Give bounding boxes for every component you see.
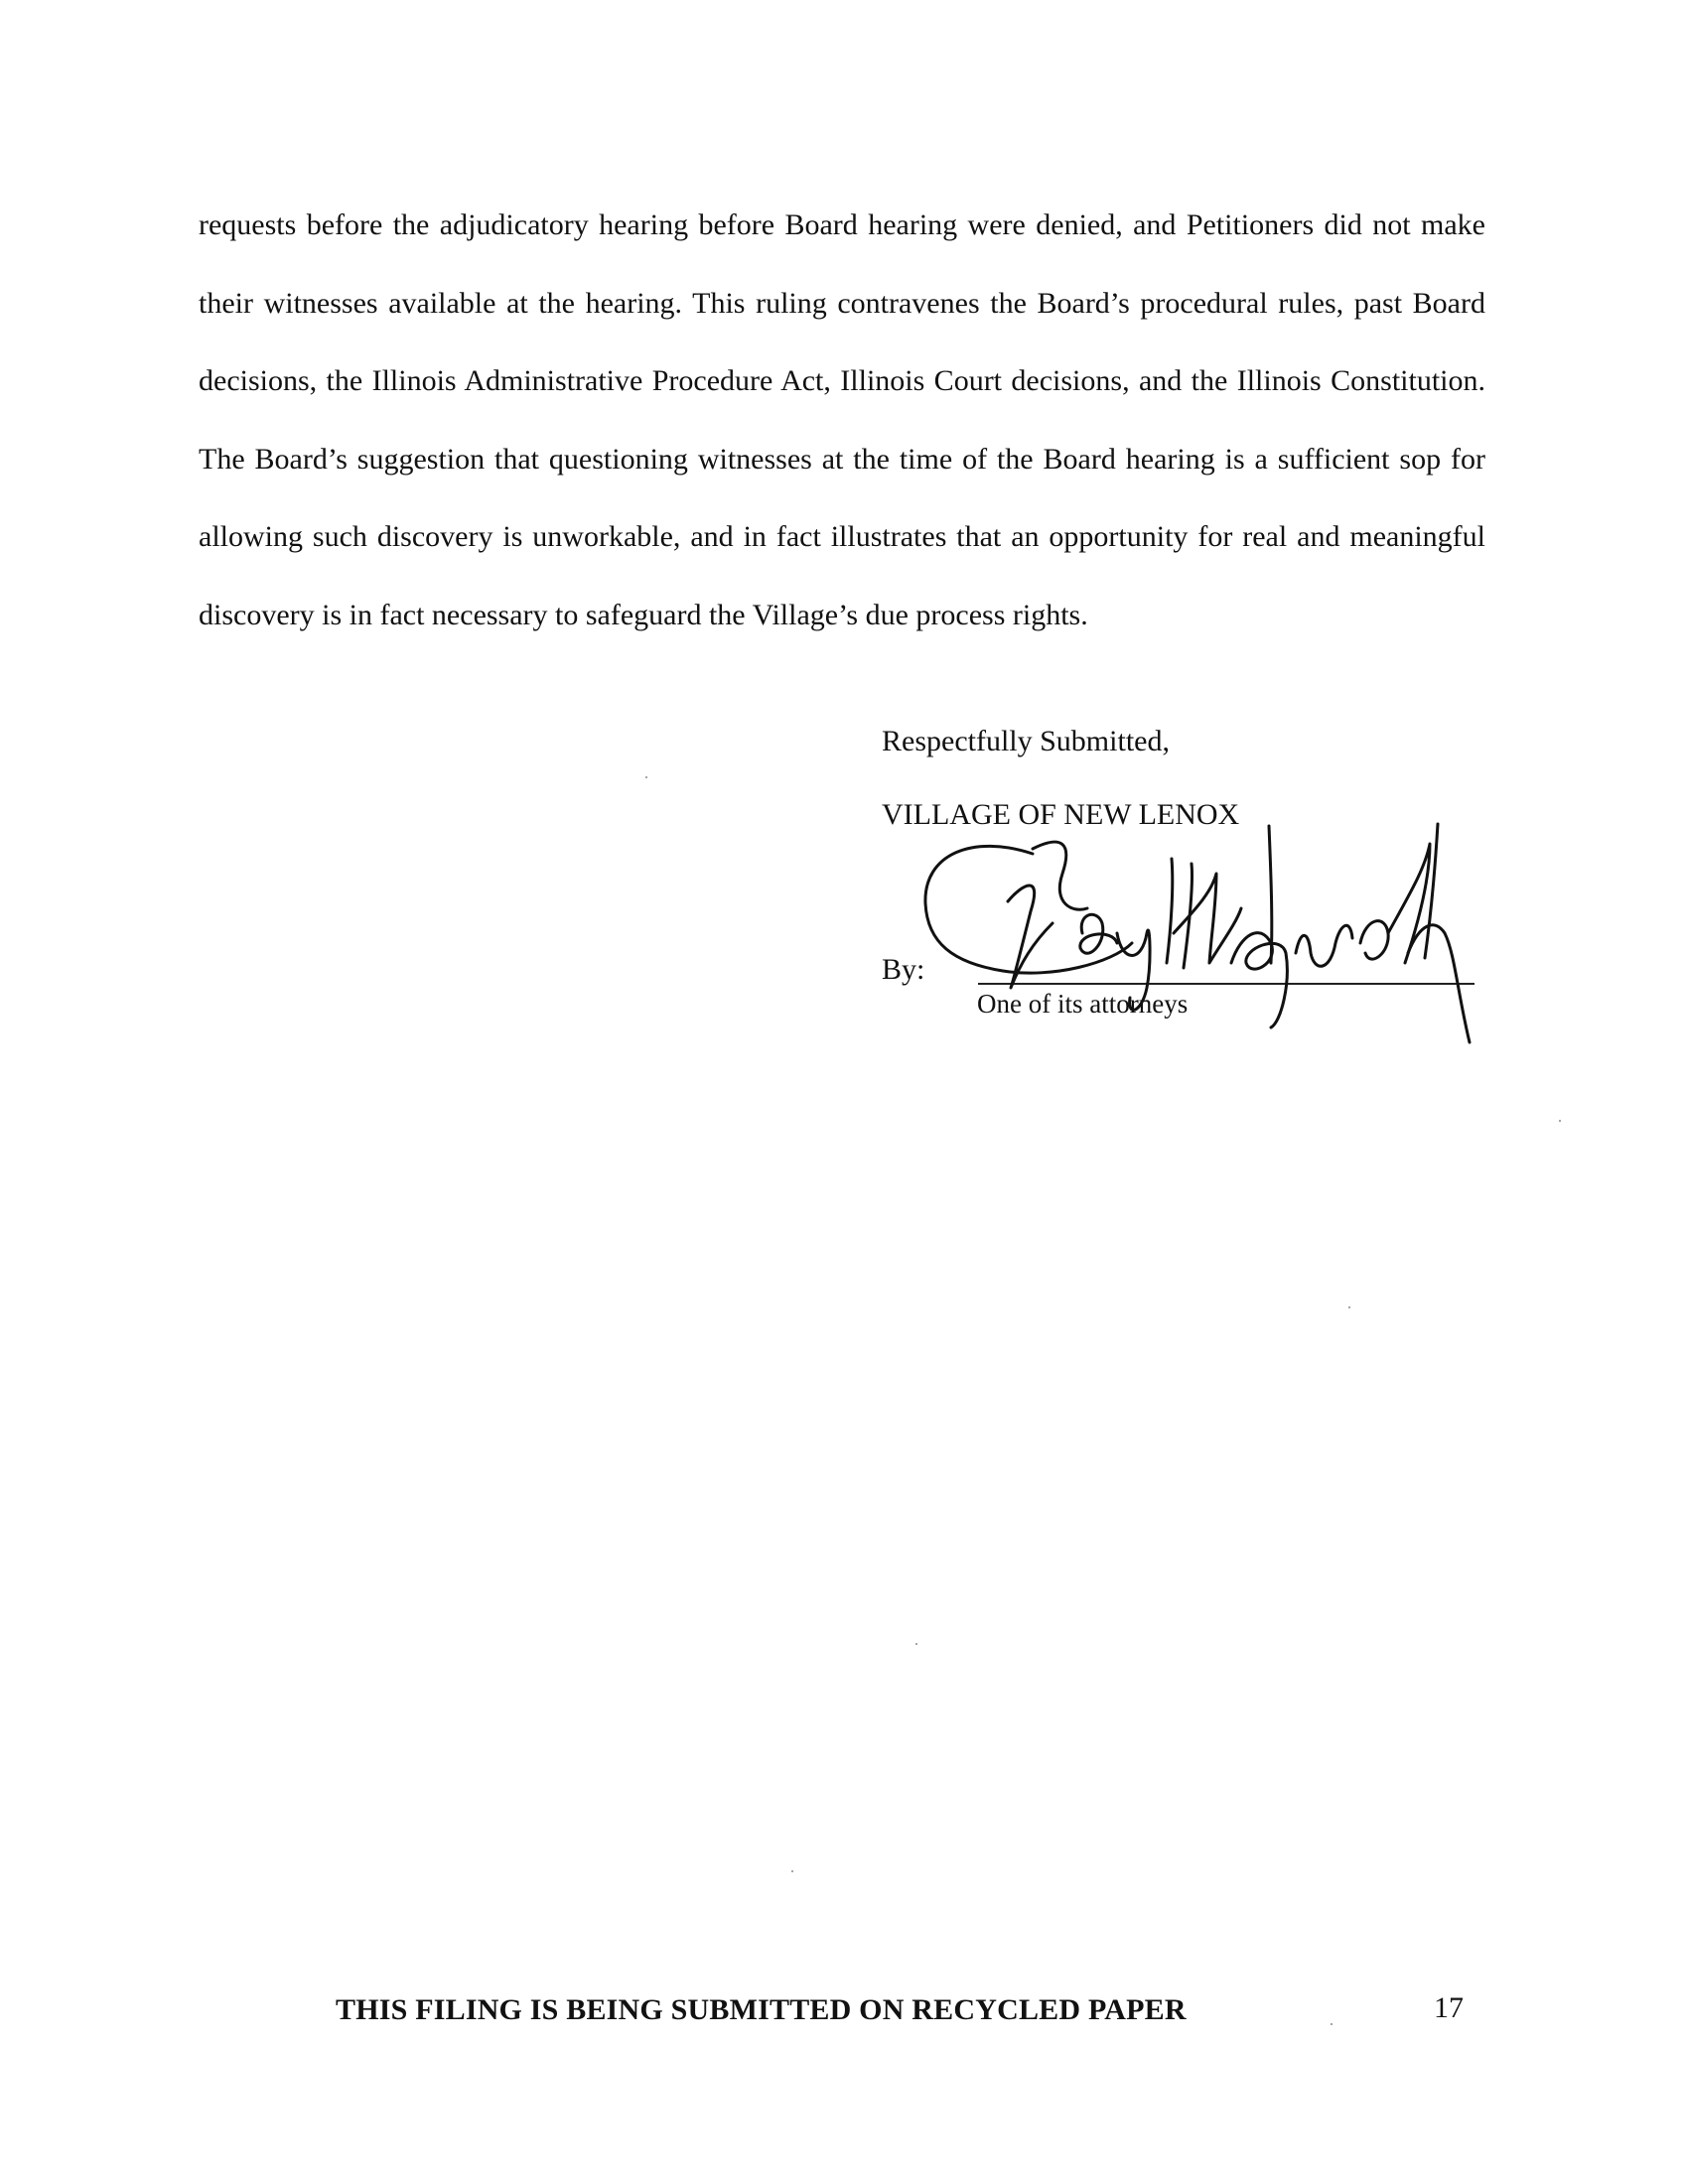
body-paragraph (199, 187, 1485, 654)
scan-speck (1348, 1306, 1350, 1308)
scan-speck (1331, 2023, 1333, 2025)
paragraph-text: requests before the adjudicatory hearing before Board hearing were denied, and Petitioners did not make their witnesses available at the hearing. This ruling contravenes the Board’s procedural rules, past Board decisions, the Illinois Administrative Procedure Act, Illinois Court decisions, and the Illinois Constitution. The Board’s suggestion that questioning witnesses at the time of the Board hearing is a sufficient sop for allowing such discovery is unworkable, and in fact illustrates that an opportunity for real and meaningful discovery is in fact necessary to safeguard the Village’s due process rights. (199, 208, 1485, 631)
handwritten-signature (913, 814, 1569, 1052)
by-label: By: (882, 953, 925, 986)
closing-salutation: Respectfully Submitted, (882, 725, 1170, 757)
signer-caption: One of its attorneys (977, 989, 1189, 1019)
scan-speck (791, 1870, 793, 1872)
party-name: VILLAGE OF NEW LENOX (882, 798, 1240, 831)
scan-speck (1559, 1120, 1561, 1122)
recycled-paper-notice: THIS FILING IS BEING SUBMITTED ON RECYCLED PAPER (336, 1993, 1187, 2026)
scan-speck (915, 1643, 917, 1645)
page-number: 17 (1434, 1991, 1464, 2024)
scan-speck (645, 776, 647, 778)
